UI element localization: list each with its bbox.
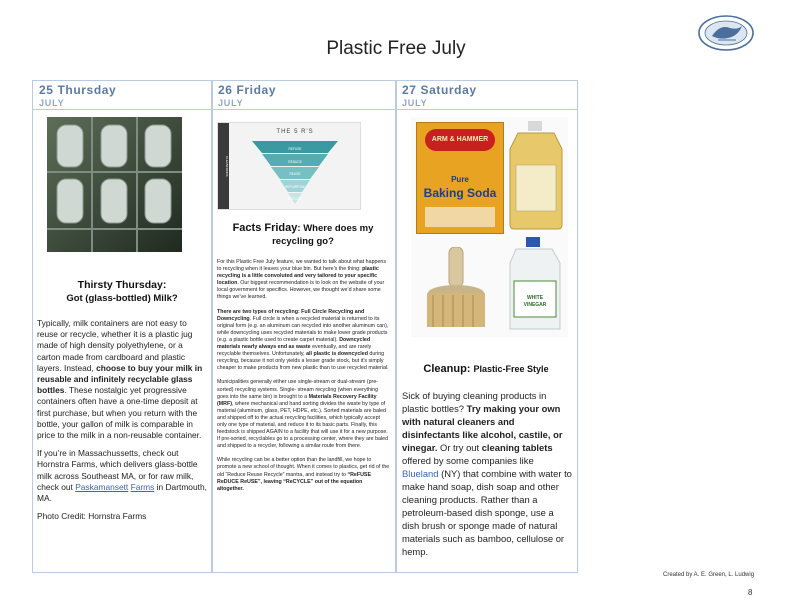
paskamansett-link[interactable]: Paskamansett: [75, 481, 129, 492]
recycling-article-text: [217, 259, 390, 500]
text: during recycling, because it not only yields a lesser grade stock, but it’s simply cheaper to make products from new plastic than to use recycled material.: [217, 351, 389, 372]
paragraph: [402, 389, 572, 558]
text: eventually, and are rarely recyclable themselves. Unfortunately,: [217, 344, 372, 358]
dish-brush-icon: [419, 247, 491, 335]
day-label: 26 Friday: [218, 83, 277, 97]
bold-text: plastic recycling is a little convoluted and very tailored to your specific location: [217, 266, 379, 287]
text: Typically, milk containers are not easy to reuse or recycle, whether it is a plastic jug made of high density polyethylene, or a carton made from cardboard and plastic layers. Instead,: [37, 318, 193, 373]
day-label: 25 Thursday: [39, 83, 117, 97]
text: offered by some companies like: [402, 455, 534, 466]
bold-text: “ReFUSE ReDUCE ReUSE”, leaving “ReCYCLE” out of the equation altogether.: [217, 471, 371, 492]
vinegar-jug-icon: [506, 237, 564, 333]
text: in Dartmouth, MA.: [37, 481, 207, 504]
facts-friday-heading: [214, 222, 392, 248]
cleaning-products-photo: [411, 117, 568, 337]
text: Municipalities generally either use single-stream or dual-stream (pre-sorted) recycling systems. Single- stream recycling (when everything goes into the same bin) is brought to a: [217, 379, 379, 400]
box-line2: Baking Soda: [423, 186, 497, 200]
baking-soda-box: [416, 122, 504, 234]
day-header: [33, 80, 212, 110]
farms-link[interactable]: Farms: [130, 481, 155, 492]
photo-credit: Photo Credit: Hornstra Farms: [37, 511, 147, 522]
level-repurpose: REPURPOSE: [284, 184, 305, 189]
month-label: JULY: [218, 98, 244, 108]
bold-text: choose to buy your milk in reusable and infinitely recyclable glass bottles: [37, 362, 203, 396]
milk-article-text: [37, 318, 207, 529]
box-panel: [425, 207, 495, 227]
level-refuse: REFUSE: [288, 147, 302, 151]
text: (NY) that combine with water to make hand soap, dish soap and other cleaning products. Rather than a petroleum-based dish sponge, use a dish brush or sponge made of natural materials such as bamboo, cellulose or hemp.: [402, 468, 572, 557]
level-recycle: RECYCLE: [287, 197, 303, 202]
month-label: JULY: [39, 98, 65, 108]
bold-text: Materials Recovery Facility (MRF): [217, 393, 377, 407]
page-title: Plastic Free July: [326, 38, 466, 59]
text: If you’re in Massachussetts, check out Hornstra Farms, which delivers glass-bottle milk across Southeast MA, or for raw milk, check out: [37, 448, 198, 492]
text: , where mechanical and hand sorting divides the waste by type of material (aluminum, glass, PET, HDPE, etc.). Sorted materials are baled and shipped off to the actual recycling facilities, which typically accept only one type of material, and reduce it to its basic parts. Finally, this feedstock is shipped AGAIN to a facility that will use it for a new purpose. If pre-sorted, recyclables go to a processing center, where they are baled and shipped to a recycler, following a similar route from there.: [217, 400, 389, 450]
level-reuse: REUSE: [289, 172, 301, 177]
month-label: JULY: [402, 98, 428, 108]
paragraph: [217, 259, 390, 302]
bold-text: cleaning tablets: [481, 442, 553, 453]
heading-line-1: Thirsty Thursday:: [77, 279, 167, 291]
heading-strong: Facts Friday: [232, 222, 298, 234]
text: . Full circle is when a recycled material is returned to its original form (e.g. an aluminum can recycled into another aluminum can), while downcycling uses recycled materials to make lower grade products (e.g. a plastic bottle used to create carpet material).: [217, 315, 389, 343]
brand-label: ARM & HAMMER: [425, 129, 495, 151]
pyramid-levels: [258, 143, 332, 206]
graphic-side-label: CLEANFOODS: [218, 123, 229, 209]
paragraph: [37, 448, 207, 504]
heading-rest: : Where does my recycling go?: [272, 223, 374, 247]
castile-jug-icon: [506, 119, 566, 231]
heading-line-2: Got (glass-bottled) Milk?: [66, 293, 178, 304]
cleaning-article-text: [402, 389, 572, 565]
organization-logo-icon: [698, 14, 754, 52]
text: While recycling can be a better option than the landfill, we hope to promote a new school of thought. When it comes to plastics, get rid of the old “Reduce Reuse Recycle” mantra, and instead try to: [217, 457, 390, 478]
text: . These nostalgic yet progressive containers often have a one-time deposit at first purchase, but when you return with the bottle, your gallon of milk is comparable in price to the milk in a non-reusable container.: [37, 385, 202, 441]
paragraph: [217, 379, 390, 450]
heading-rest: Plastic-Free Style: [473, 364, 549, 374]
paragraph: [217, 457, 390, 492]
paragraph: [217, 309, 390, 373]
jug-label: WHITE VINEGAR: [523, 295, 547, 308]
day-header: [396, 80, 577, 110]
bold-text: There are two types of recycling: Full Circle Recycling and Downcycling: [217, 308, 365, 322]
bold-text: all plastic is downcycled: [306, 351, 368, 358]
author-credit: Created by A. E. Green, L. Ludwig: [663, 572, 755, 578]
bold-text: Try making your own with natural cleaners and disinfectants like alcohol, castile, or vinegar.: [402, 403, 563, 453]
text: For this Plastic Free July feature, we wanted to talk about what happens to recycling when it leaves your blue bin. But here’s the thing:: [217, 259, 387, 273]
page-number: 8: [748, 588, 753, 597]
text: Or try out: [437, 442, 482, 453]
box-line1: Pure: [451, 175, 469, 184]
five-rs-graphic: [217, 122, 361, 210]
heading-strong: Cleanup:: [423, 363, 474, 375]
text: . Our biggest recommendation is to look on the website of your local government for specifics. However, we thought we’d share some things we’ve learned.: [217, 280, 385, 301]
text: Sick of buying cleaning products in plastic bottles?: [402, 390, 547, 414]
day-header: [212, 80, 396, 110]
day-label: 27 Saturday: [402, 83, 477, 97]
glass-milk-bottles-photo-icon: [47, 117, 182, 252]
level-reduce: REDUCE: [288, 159, 302, 164]
blueland-link[interactable]: Blueland: [402, 468, 439, 479]
graphic-title: THE 5 R'S: [276, 129, 314, 135]
bold-text: Downcycled materials nearly always end as waste: [217, 336, 371, 351]
cleanup-heading: [397, 362, 575, 376]
thirsty-thursday-heading: [34, 278, 210, 306]
paragraph: [37, 318, 207, 441]
